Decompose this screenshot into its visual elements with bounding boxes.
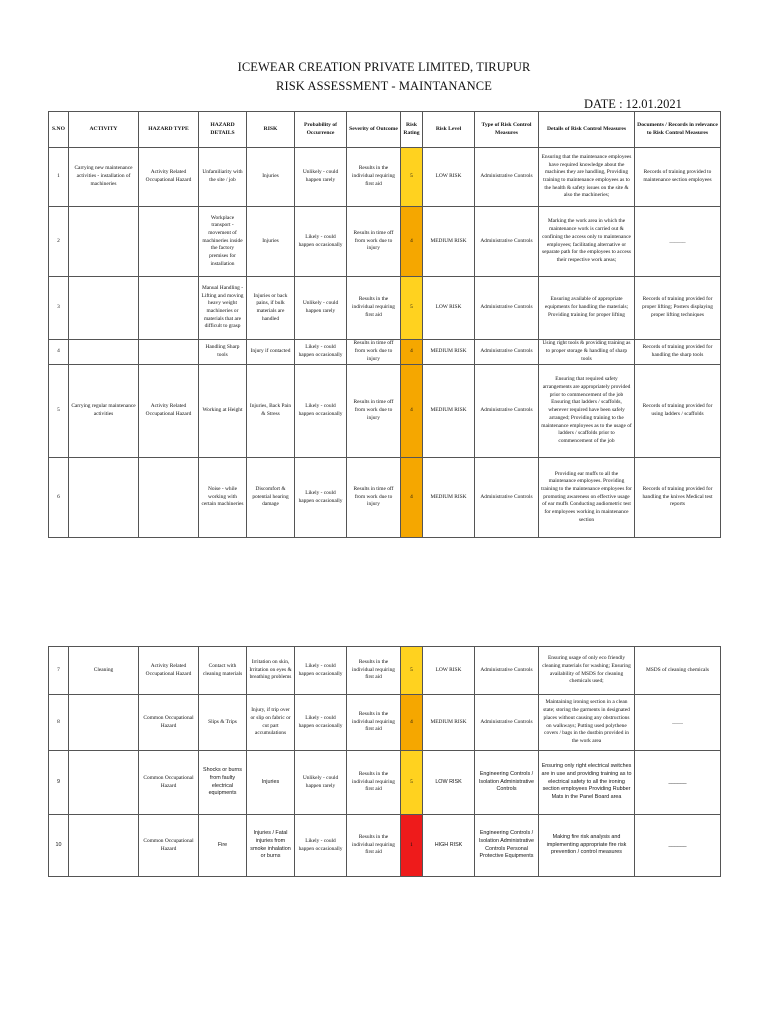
risk-level-cell: LOW RISK [423,277,475,340]
severity-cell: Results in the individual requiring first aid [347,815,401,877]
risk-rating-cell: 4 [401,695,423,751]
control-details-cell: Making fire risk analysis and implementing appropriate fire risk prevention / control measures [539,815,635,877]
column-header: Type of Risk Control Measures [475,112,539,148]
hazard-details-cell: Fire [199,815,247,877]
sno-cell: 3 [49,277,69,340]
sno-cell: 2 [49,207,69,277]
activity-cell: Carrying regular maintenance activities [69,365,139,458]
risk-cell: Irritation on skin, Irritation on eyes & breathing problems [247,647,295,695]
column-header: ACTIVITY [69,112,139,148]
control-details-cell: Marking the work area in which the maintenance work is carried out & confining the access only to maintenance employees; facilitating alternative or separate path for the employees to access their respective work areas; [539,207,635,277]
table-row [49,815,721,877]
probability-cell: Unlikely - could happen rarely [295,751,347,815]
documents-cell: Records of training provided for handling the sharp tools [635,340,721,365]
severity-cell: Results in the individual requiring first aid [347,277,401,340]
hazard-details-cell: Slips & Trips [199,695,247,751]
probability-cell: Likely - could happen occasionally [295,695,347,751]
risk-cell: Injuries [247,148,295,207]
activity-cell: Cleaning [69,647,139,695]
control-type-cell: Administrative Controls [475,647,539,695]
risk-assessment-table-part-2 [48,646,721,877]
risk-cell: Discomfort & potential hearing damage [247,458,295,538]
hazard-details-cell: Working at Height [199,365,247,458]
hazard-type-cell [139,207,199,277]
activity-cell [69,277,139,340]
table-row [49,148,721,207]
risk-level-cell: MEDIUM RISK [423,458,475,538]
table-row [49,277,721,340]
risk-cell: Injuries or back pains, if bulk materials are handled [247,277,295,340]
hazard-type-cell: Activity Related Occupational Hazard [139,647,199,695]
sno-cell: 9 [49,751,69,815]
table-row [49,340,721,365]
control-details-cell: Ensuring that the maintenance employees have required knowledge about the machines they are handling, Providing training to maintenance employees as to the health & safety issues on the site & also the machineries; [539,148,635,207]
control-details-cell: Providing ear muffs to all the maintenance employees. Providing training to the maintenance employees for promoting awareness on effective usage of ear muffs Conducting audiometric test for employees working in maintenance section [539,458,635,538]
severity-cell: Results in time off from work due to injury [347,365,401,458]
table-row [49,695,721,751]
activity-cell [69,695,139,751]
risk-level-cell: MEDIUM RISK [423,695,475,751]
hazard-type-cell [139,340,199,365]
hazard-details-cell: Noise - while working with certain machineries [199,458,247,538]
control-type-cell: Administrative Controls [475,458,539,538]
table-row [49,365,721,458]
documents-cell: MSDS of cleaning chemicals [635,647,721,695]
table-row [49,458,721,538]
hazard-type-cell: Common Occupational Hazard [139,695,199,751]
risk-level-cell: MEDIUM RISK [423,207,475,277]
risk-rating-cell: 1 [401,815,423,877]
control-type-cell: Administrative Controls [475,365,539,458]
column-header: Probability of Occurrence [295,112,347,148]
column-header: HAZARD DETAILS [199,112,247,148]
risk-level-cell: MEDIUM RISK [423,365,475,458]
sno-cell: 4 [49,340,69,365]
column-header: HAZARD TYPE [139,112,199,148]
documents-cell: Records of training provided for proper lifting; Posters displaying proper lifting techniques [635,277,721,340]
column-header: Severity of Outcome [347,112,401,148]
control-type-cell: Administrative Controls [475,695,539,751]
sno-cell: 6 [49,458,69,538]
control-type-cell: Engineering Controls / Isolation Administrative Controls Personal Protective Equipments [475,815,539,877]
risk-assessment-table-part-1 [48,111,721,538]
risk-cell: Injuries / Fatal injuries from smoke inhalation or burns [247,815,295,877]
control-type-cell: Administrative Controls [475,277,539,340]
activity-cell [69,340,139,365]
risk-level-cell: HIGH RISK [423,815,475,877]
control-details-cell: Maintaining ironing section in a clean state; storing the garments in designated places without causing any obstructions on walkways; Putting used polythene covers / bags in the dustbin provided in the work area [539,695,635,751]
hazard-type-cell [139,277,199,340]
documents-cell: ______ [635,751,721,815]
probability-cell: Likely - could happen occasionally [295,815,347,877]
severity-cell: Results in time off from work due to injury [347,340,401,365]
documents-cell: ______ [635,207,721,277]
risk-cell: Injury, if trip over or slip on fabric or cut part accumulations [247,695,295,751]
control-details-cell: Ensuring only right electrical switches are in use and providing training as to electrical safety to all the ironing section employees Providing Rubber Mats in the Panel Board area [539,751,635,815]
activity-cell [69,458,139,538]
hazard-details-cell: Shocks or burns from faulty electrical equipments [199,751,247,815]
column-header: Documents / Records in relevance to Risk Control Measures [635,112,721,148]
hazard-type-cell: Common Occupational Hazard [139,815,199,877]
risk-rating-cell: 4 [401,365,423,458]
sno-cell: 8 [49,695,69,751]
document-date: DATE : 12.01.2021 [584,97,682,111]
sno-cell: 5 [49,365,69,458]
probability-cell: Likely - could happen occasionally [295,207,347,277]
activity-cell [69,751,139,815]
risk-cell: Injury if contacted [247,340,295,365]
activity-cell [69,207,139,277]
document-title: RISK ASSESSMENT - MAINTANANCE [276,79,492,93]
probability-cell: Likely - could happen occasionally [295,458,347,538]
hazard-details-cell: Workplace transport - movement of machineries inside the factory premises for installation [199,207,247,277]
sno-cell: 7 [49,647,69,695]
risk-level-cell: LOW RISK [423,751,475,815]
severity-cell: Results in time off from work due to injury [347,458,401,538]
table-row [49,647,721,695]
activity-cell [69,815,139,877]
risk-cell: Injuries [247,207,295,277]
risk-rating-cell: 5 [401,751,423,815]
table-row [49,751,721,815]
risk-rating-cell: 5 [401,647,423,695]
table-header-row [49,112,721,148]
risk-level-cell: LOW RISK [423,647,475,695]
probability-cell: Likely - could happen occasionally [295,340,347,365]
risk-cell: Injuries [247,751,295,815]
documents-cell: Records of training provided for using ladders / scaffolds [635,365,721,458]
column-header: S.NO [49,112,69,148]
hazard-details-cell: Handling Sharp tools [199,340,247,365]
sno-cell: 1 [49,148,69,207]
risk-rating-cell: 5 [401,148,423,207]
severity-cell: Results in time off from work due to injury [347,207,401,277]
risk-rating-cell: 4 [401,207,423,277]
hazard-type-cell: Common Occupational Hazard [139,751,199,815]
risk-rating-cell: 4 [401,458,423,538]
severity-cell: Results in the individual requiring first aid [347,751,401,815]
documents-cell: Records of training provided to maintenance section employees [635,148,721,207]
sno-cell: 10 [49,815,69,877]
control-details-cell: Ensuring usage of only eco friendly cleaning materials for washing; Ensuring availability of MSDS for cleaning chemicals used; [539,647,635,695]
company-title: ICEWEAR CREATION PRIVATE LIMITED, TIRUPUR [237,60,531,74]
activity-cell: Carrying new maintenance activities - installation of machineries [69,148,139,207]
control-details-cell: Ensuring available of appropriate equipments for handling the materials; Providing training for proper lifting [539,277,635,340]
probability-cell: Unlikely - could happen rarely [295,148,347,207]
hazard-type-cell [139,458,199,538]
probability-cell: Likely - could happen occasionally [295,365,347,458]
hazard-type-cell: Activity Related Occupational Hazard [139,148,199,207]
documents-cell: Records of training provided for handling the knives Medical test reports [635,458,721,538]
hazard-details-cell: Contact with cleaning materials [199,647,247,695]
control-type-cell: Engineering Controls / Isolation Administrative Controls [475,751,539,815]
control-details-cell: Ensuring that required safety arrangements are appropriately provided prior to commencement of the job Ensuring that ladders / scaffolds, wherever required have been safely arranged; Providing training to the maintenance employees as to the usage of ladders / scaffolds prior to commencement of the job [539,365,635,458]
column-header: Risk Level [423,112,475,148]
probability-cell: Likely - could happen occasionally [295,647,347,695]
table-row [49,207,721,277]
column-header: Risk Rating [401,112,423,148]
hazard-type-cell: Activity Related Occupational Hazard [139,365,199,458]
severity-cell: Results in the individual requiring first aid [347,647,401,695]
column-header: Details of Risk Control Measures [539,112,635,148]
control-type-cell: Administrative Controls [475,148,539,207]
severity-cell: Results in the individual requiring first aid [347,695,401,751]
column-header: RISK [247,112,295,148]
risk-rating-cell: 5 [401,277,423,340]
control-type-cell: Administrative Controls [475,340,539,365]
risk-level-cell: LOW RISK [423,148,475,207]
risk-cell: Injuries, Back Pain & Stress [247,365,295,458]
probability-cell: Unlikely - could happen rarely [295,277,347,340]
control-details-cell: Using right tools & providing training as to proper storage & handling of sharp tools [539,340,635,365]
documents-cell: ____ [635,695,721,751]
risk-level-cell: MEDIUM RISK [423,340,475,365]
control-type-cell: Administrative Controls [475,207,539,277]
hazard-details-cell: Manual Handling - Lifting and moving heavy weight machineries or materials that are difficult to grasp [199,277,247,340]
hazard-details-cell: Unfamiliarity with the site / job [199,148,247,207]
risk-rating-cell: 4 [401,340,423,365]
severity-cell: Results in the individual requiring first aid [347,148,401,207]
documents-cell: ______ [635,815,721,877]
